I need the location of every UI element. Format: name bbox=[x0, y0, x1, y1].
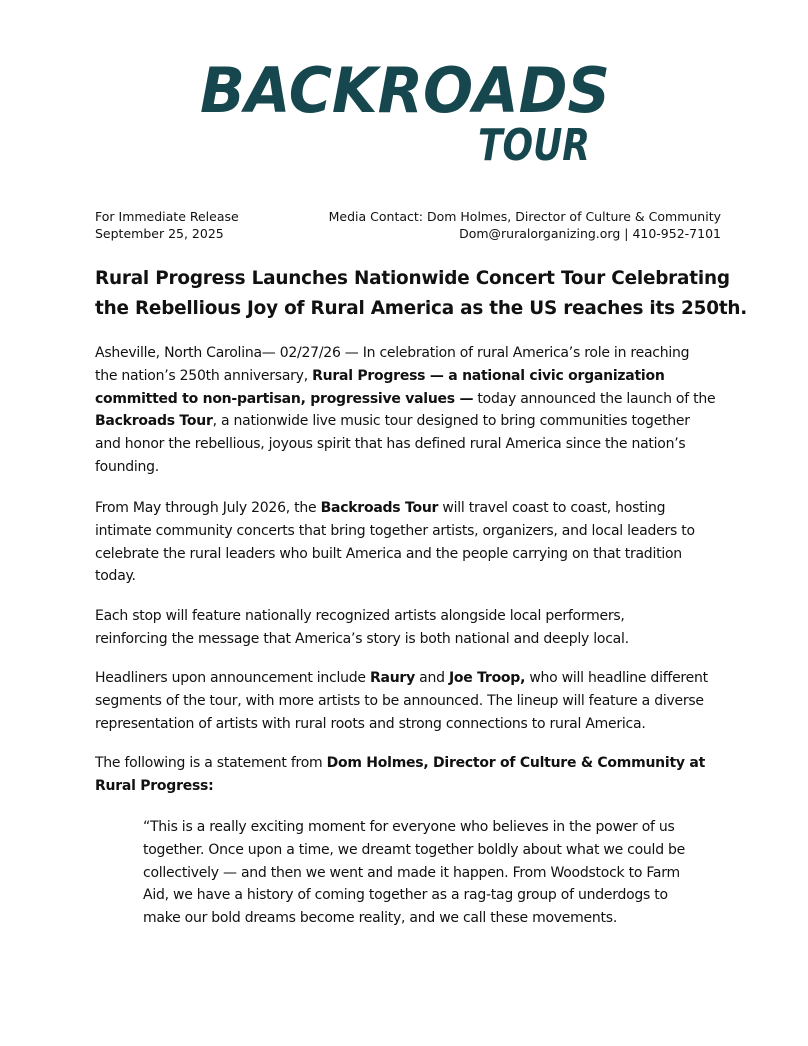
headline-line-2: the Rebellious Joy of Rural America as the US reaches its 250th. bbox=[95, 298, 748, 319]
media-contact-details[interactable]: Dom@ruralorganizing.org | 410-952-7101 bbox=[459, 226, 721, 241]
bold-span: Backroads Tour bbox=[320, 500, 439, 516]
text-line: reinforcing the message that America’s story is both national and deeply local. bbox=[95, 630, 629, 647]
logo-graphic bbox=[196, 52, 616, 170]
text-line bbox=[95, 775, 735, 798]
headline bbox=[95, 264, 748, 324]
text-line: today. bbox=[95, 568, 136, 585]
bold-span: Backroads Tour bbox=[95, 413, 213, 430]
quote-line: Aid, we have a history of coming together as a rag-tag group of underdogs to bbox=[143, 887, 668, 904]
logo-word-backroads: BACKROADS bbox=[200, 54, 610, 127]
release-info bbox=[95, 208, 239, 242]
release-date: September 25, 2025 bbox=[95, 226, 224, 241]
release-label: For Immediate Release bbox=[95, 209, 239, 224]
text-line bbox=[95, 388, 735, 411]
text-span: the nation’s 250th anniversary, bbox=[95, 367, 313, 384]
text-line: Asheville, North Carolina— 02/27/26 — In celebration of rural America’s role in reaching bbox=[95, 345, 690, 361]
text-line: founding. bbox=[95, 458, 159, 475]
bold-span: committed to non-partisan, progressive values — bbox=[95, 390, 474, 407]
paragraph-stops bbox=[95, 605, 735, 651]
statement-quote bbox=[143, 816, 723, 930]
bold-span: Joe Troop, bbox=[448, 670, 526, 686]
text-span: From May through July 2026, the bbox=[95, 500, 321, 516]
paragraph-statement-intro bbox=[95, 752, 735, 798]
bold-span: Raury bbox=[369, 670, 415, 686]
text-span: will travel coast to coast, hosting bbox=[438, 500, 666, 516]
text-line bbox=[95, 667, 735, 690]
media-contact-name: Media Contact: Dom Holmes, Director of Culture & Community bbox=[328, 209, 721, 224]
text-line bbox=[95, 752, 735, 775]
text-line bbox=[95, 365, 735, 388]
text-line: segments of the tour, with more artists to be announced. The lineup will feature a diverse bbox=[95, 692, 704, 709]
text-span: and bbox=[414, 670, 449, 686]
quote-line: together. Once upon a time, we dreamt together boldly about what we could be bbox=[143, 841, 686, 858]
text-span: Headliners upon announcement include bbox=[95, 670, 370, 686]
text-line: celebrate the rural leaders who built America and the people carrying on that tradition bbox=[95, 545, 682, 562]
text-line: Each stop will feature nationally recognized artists alongside local performers, bbox=[95, 608, 625, 624]
text-span: , a nationwide live music tour designed to bring communities together bbox=[212, 413, 690, 430]
text-line: intimate community concerts that bring together artists, organizers, and local leaders to bbox=[95, 522, 695, 539]
quote-line: make our bold dreams become reality, and we call these movements. bbox=[143, 910, 618, 927]
paragraph-intro bbox=[95, 342, 735, 479]
bold-span: Rural Progress — a national civic organization bbox=[312, 367, 665, 384]
paragraph-tour-dates bbox=[95, 497, 735, 588]
text-span: The following is a statement from bbox=[95, 755, 327, 771]
text-span: who will headline different bbox=[525, 670, 708, 686]
quote-line: “This is a really exciting moment for everyone who believes in the power of us bbox=[143, 819, 675, 835]
media-contact bbox=[329, 208, 721, 242]
text-line: and honor the rebellious, joyous spirit that has defined rural America since the nation’s bbox=[95, 436, 686, 453]
text-line: representation of artists with rural roots and strong connections to rural America. bbox=[95, 715, 646, 732]
quote-line: collectively — and then we went and made it happen. From Woodstock to Farm bbox=[143, 864, 680, 881]
text-span: today announced the launch of the bbox=[473, 390, 716, 407]
headline-line-1: Rural Progress Launches Nationwide Concert Tour Celebrating bbox=[95, 268, 730, 289]
bold-span: Dom Holmes, Director of Culture & Community at bbox=[326, 755, 706, 771]
backroads-tour-logo bbox=[196, 52, 616, 170]
logo-word-tour: TOUR bbox=[478, 120, 590, 170]
text-line bbox=[95, 410, 735, 433]
text-line bbox=[95, 497, 735, 520]
bold-span: Rural Progress: bbox=[95, 777, 214, 794]
paragraph-headliners bbox=[95, 667, 735, 735]
